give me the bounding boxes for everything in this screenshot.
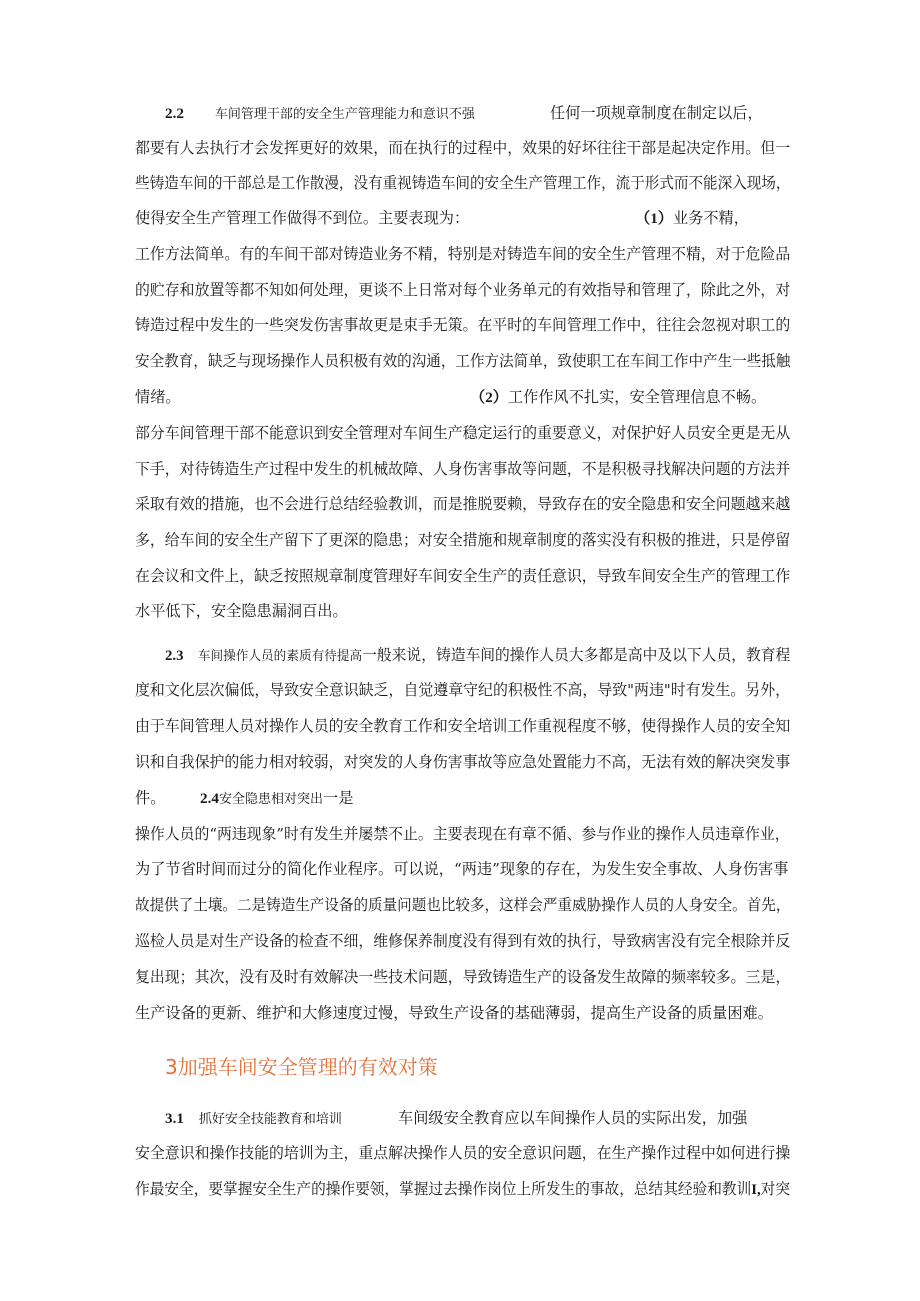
paragraph-line: 识和自我保护的能力相对较弱，对突发的人身伤害事故等应急处置能力不高，无法有效的解决突发事 [135, 753, 791, 771]
paragraph-line: 铸造过程中发生的一些突发伤害事故更是束手无策。在平时的车间管理工作中，往往会忽视对职工的 [135, 316, 791, 334]
paragraph-line: 采取有效的措施，也不会进行总结经验教训，而是推脱要赖，导致存在的安全隐患和安全问题越来越 [135, 495, 791, 513]
paragraph-line [135, 788, 354, 808]
paragraph-text: 一是 [323, 789, 354, 807]
paragraph-text: 作最安全，要掌握安全生产的操作要领，掌握过去操作岗位上所发生的事故，总结其经验和教训 [135, 1180, 752, 1198]
section-number: 3.1 [165, 1110, 184, 1127]
paragraph-text: 车间级安全教育应以车间操作人员的实际出发，加强 [398, 1109, 748, 1127]
paragraph-line [135, 387, 767, 407]
paragraph-line: 的贮存和放置等都不知如何处理，更谈不上日常对每个业务单元的有效指导和管理了，除此之外，对 [135, 281, 791, 299]
paragraph-line: 操作人员的“两违现象”时有发生并屡禁不止。主要表现在有章不循、参与作业的操作人员违章作业， [135, 825, 790, 843]
chapter-3-heading: 3加强车间安全管理的有效对策 [165, 1055, 438, 1079]
section-number: 2.2 [165, 105, 184, 122]
paragraph-line [135, 208, 749, 228]
section-title: 车间管理干部的安全生产管理能力和意识不强 [214, 107, 475, 122]
section-title: 车间操作人员的素质有待提高 [197, 649, 363, 664]
section-2-2-heading-line [165, 103, 763, 125]
paragraph-line: 度和文化层次偏低，导致安全意识缺乏，自觉遵章守纪的积极性不高，导致"两违"时有发生。另外， [135, 681, 791, 699]
paragraph-text: 情绪。 [135, 388, 181, 406]
section-title: 抓好安全技能教育和培训 [198, 1112, 342, 1127]
paragraph-line: 下手，对待铸造生产过程中发生的机械故障、人身伤害事故等问题，不是积极寻找解决问题的方法并 [135, 460, 791, 478]
paragraph-text: 使得安全生产管理工作做得不到位。主要表现为： [135, 209, 470, 227]
paragraph-line: 安全教育，缺乏与现场操作人员积极有效的沟通，工作方法简单，致使职工在车间工作中产生一些抵触 [135, 352, 791, 370]
paragraph-line: 部分车间管理干部不能意识到安全管理对车间生产稳定运行的重要意义，对保护好人员安全更是无从 [135, 424, 791, 442]
paragraph-line: 安全意识和操作技能的培训为主，重点解决操作人员的安全意识问题，在生产操作过程中如何进行操 [135, 1144, 791, 1162]
section-number: 2.3 [165, 647, 184, 664]
paragraph-line: 为了节省时间而过分的简化作业程序。可以说，“两违”现象的存在，为发生安全事故、人身伤害事 [135, 860, 789, 878]
paragraph-line: 复出现；其次，没有及时有效解决一些技术问题，导致铸造生产的设备发生故障的频率较多。三是， [135, 968, 791, 986]
paragraph-line: 生产设备的更新、维护和大修速度过慢，导致生产设备的基础薄弱，提高生产设备的质量困难。 [135, 1004, 773, 1022]
paragraph-line: 工作方法简单。有的车间干部对铸造业务不精，特别是对铸造车间的安全生产管理不精，对于危险品 [135, 245, 791, 263]
paragraph-line: 多，给车间的安全生产留下了更深的隐患；对安全措施和规章制度的落实没有积极的推进，只是停留 [135, 531, 791, 549]
paragraph-line: 在会议和文件上，缺乏按照规章制度管理好车间安全生产的责任意识，导致车间安全生产的管理工作 [135, 567, 791, 585]
paragraph-text: 对突 [760, 1180, 790, 1198]
paragraph-text: 件。 [135, 789, 166, 807]
paragraph-line: 些铸造车间的干部总是工作散漫，没有重视铸造车间的安全生产管理工作，流于形式而不能深入现场， [135, 174, 791, 192]
paragraph-line: 故提供了土壤。二是铸造生产设备的质量问题也比较多，这样会严重威胁操作人员的人身安全。首先， [135, 896, 791, 914]
section-2-3-heading-line [165, 645, 790, 667]
paragraph-line: 由于车间管理人员对操作人员的安全教育工作和安全培训工作重视程度不够，使得操作人员的安全知 [135, 717, 791, 735]
list-item-1: （1）业务不精， [635, 209, 749, 227]
paragraph-line: 都要有人去执行才会发挥更好的效果，而在执行的过程中，效果的好坏往往干部是起决定作用。但一 [135, 139, 791, 157]
paragraph-line: 水平低下，安全隐患漏洞百出。 [135, 602, 348, 620]
list-item-2: （2）工作作风不扎实，安全管理信息不畅。 [470, 388, 767, 406]
paragraph-line: 巡检人员是对生产设备的检查不细，维修保养制度没有得到有效的执行，导致病害没有完全根除并反 [135, 932, 791, 950]
section-2-4-heading [200, 788, 353, 810]
section-3-1-heading-line [165, 1108, 748, 1130]
section-number: 2.4 [200, 790, 219, 807]
paragraph-text: 一般来说，铸造车间的操作人员大多都是高中及以下人员，教育程 [362, 646, 791, 664]
paragraph-text: I, [751, 1181, 761, 1198]
section-title: 安全隐患相对突出 [218, 792, 323, 807]
paragraph-text: 任何一项规章制度在制定以后， [550, 104, 763, 122]
paragraph-line [135, 1179, 790, 1200]
